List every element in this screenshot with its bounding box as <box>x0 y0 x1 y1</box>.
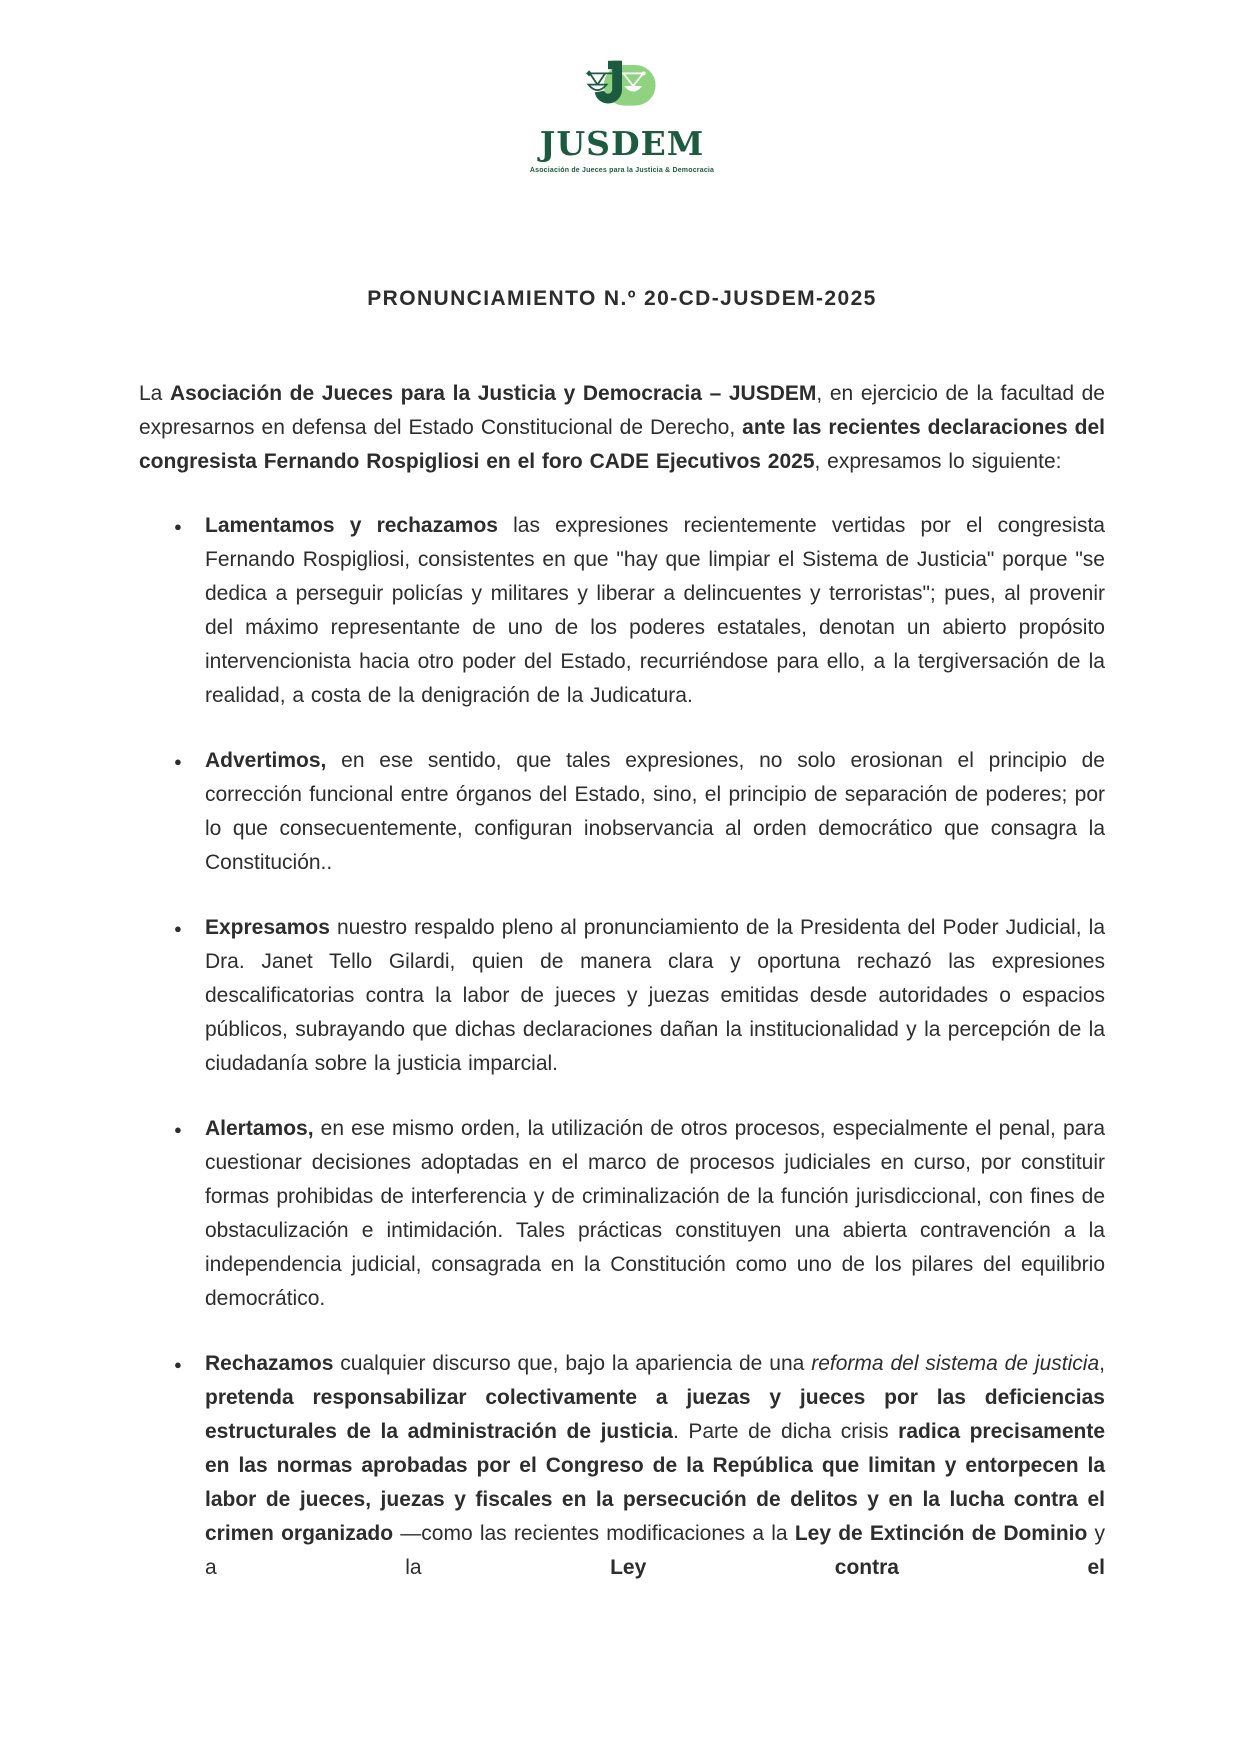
document-title: PRONUNCIAMIENTO N.º 20-CD-JUSDEM-2025 <box>367 286 877 310</box>
list-item <box>205 1112 1105 1316</box>
logo <box>139 58 1105 174</box>
logo-tagline: Asociación de Jueces para la Justicia & Democracia <box>529 166 715 174</box>
bullet-text: Advertimos, en ese sentido, que tales expresiones, no solo erosionan el principio de corrección funcional entre órganos del Estado, sino, el principio de separación de poderes; por lo que consecuentemente, configuran inobservancia al orden democrático que consagra la Constitución.. <box>205 748 1105 874</box>
list-item <box>205 509 1105 713</box>
list-item <box>205 1347 1105 1585</box>
bullet-text: Rechazamos cualquier discurso que, bajo la apariencia de una reforma del sistema de justicia, pretenda responsabilizar colectivamente a juezas y jueces por las deficiencias estructurales de la administración de justicia. Parte de dicha crisis radica precisamente en las normas aprobadas por el Congreso de la República que limitan y entorpecen la labor de jueces, juezas y fiscales en la persecución de delitos y en la lucha contra el crimen organizado —como las recientes modificaciones a la Ley de Extinción de Dominio y a la Ley contra el <box>205 1351 1106 1579</box>
jusdem-logo-icon <box>580 58 664 114</box>
logo-wordmark: JUSDEM <box>539 124 705 163</box>
intro-paragraph: La Asociación de Jueces para la Justicia y Democracia – JUSDEM, en ejercicio de la facultad de expresarnos en defensa del Estado Constitucional de Derecho, ante las recientes declaraciones del congresista Fernando Rospigliosi en el foro CADE Ejecutivos 2025, expresamos lo siguiente: <box>139 381 1105 473</box>
bullet-text: Expresamos nuestro respaldo pleno al pronunciamiento de la Presidenta del Poder Judicial, la Dra. Janet Tello Gilardi, quien de manera clara y oportuna rechazó las expresiones descalificatorias contra la labor de jueces y juezas emitidas desde autoridades o espacios públicos, subrayando que dichas declaraciones dañan la institucionalidad y la percepción de la ciudadanía sobre la justicia imparcial. <box>205 915 1105 1075</box>
bullet-text: Alertamos, en ese mismo orden, la utilización de otros procesos, especialmente el penal, para cuestionar decisiones adoptadas en el marco de procesos judiciales en curso, por constituir formas prohibidas de interferencia y de criminalización de la función jurisdiccional, con fines de obstaculización e intimidación. Tales prácticas constituyen una abierta contravención a la independencia judicial, consagrada en la Constitución como uno de los pilares del equilibrio democrático. <box>205 1116 1105 1310</box>
list-item <box>205 911 1105 1081</box>
bullet-text: Lamentamos y rechazamos las expresiones recientemente vertidas por el congresista Fernando Rospigliosi, consistentes en que "hay que limpiar el Sistema de Justicia" porque "se dedica a perseguir policías y militares y liberar a delincuentes y terroristas"; pues, al provenir del máximo representante de uno de los poderes estatales, denotan un abierto propósito intervencionista hacia otro poder del Estado, recurriéndose para ello, a la tergiversación de la realidad, a costa de la denigración de la Judicatura. <box>205 513 1105 707</box>
pronouncement-list <box>139 509 1105 1585</box>
list-item <box>205 744 1105 880</box>
